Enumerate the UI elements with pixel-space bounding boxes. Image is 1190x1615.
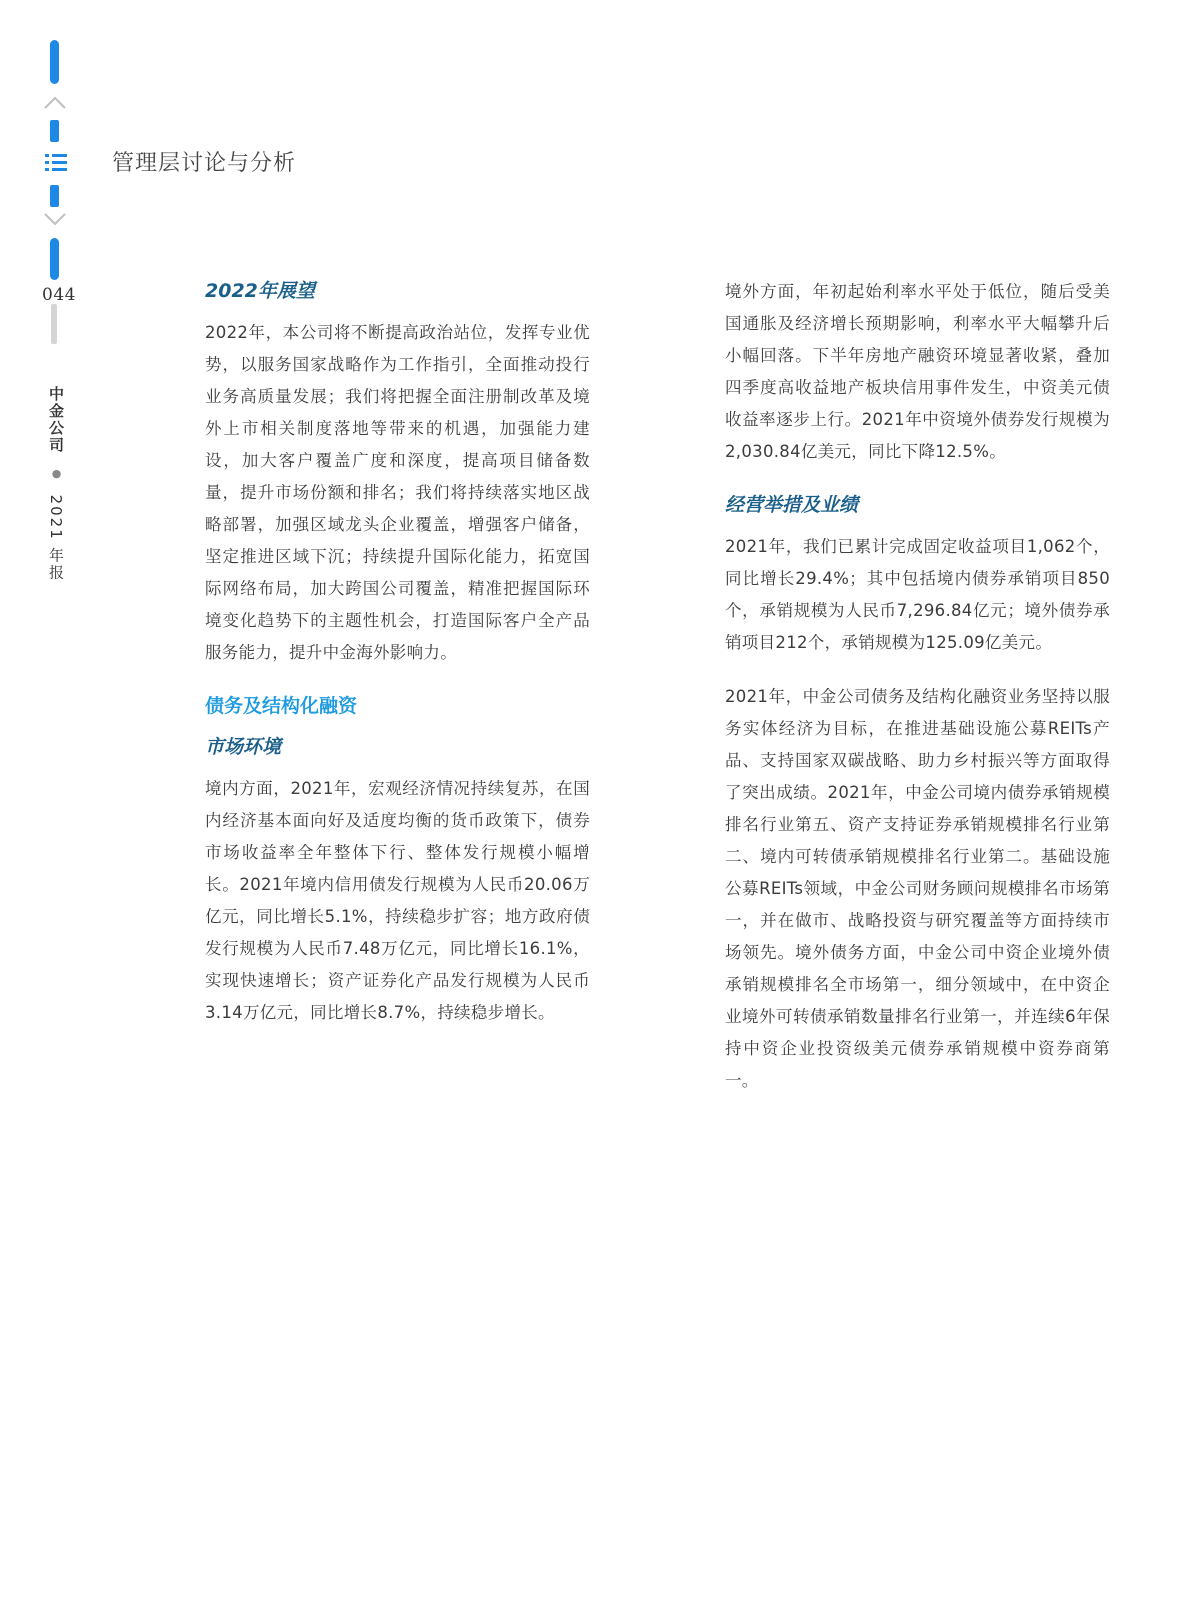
market-paragraph: 境内方面，2021年，宏观经济情况持续复苏，在国内经济基本面向好及适度均衡的货币政策下，债券市场收益率全年整体下行、整体发行规模小幅增长。2021年境内信用债发行规模为人民币20.06万亿元，同比增长5.1%，持续稳步扩容；地方政府债发行规模为人民币7.48万亿元，同比增长16.1%，实现快速增长；资产证券化产品发行规模为人民币3.14万亿元，同比增长8.7%，持续稳步增长。: [205, 779, 590, 1022]
rail-bar-gray: [51, 304, 57, 344]
operations-paragraph-2: 2021年，中金公司债务及结构化融资业务坚持以服务实体经济为目标，在推进基础设施公募REITs产品、支持国家双碳战略、助力乡村振兴等方面取得了突出成绩。2021年，中金公司境内债券承销规模排名行业第五、资产支持证券承销规模排名行业第二、境内可转债承销规模排名行业第二。基础设施公募REITs领域，中金公司财务顾问规模排名市场第一，并在做市、战略投资与研究覆盖等方面持续市场领先。境外债务方面，中金公司中资企业境外债承销规模排名全市场第一，细分领域中，在中资企业境外可转债承销数量排名行业第一，并连续6年保持中资企业投资级美元债券承销规模中资券商第一。: [725, 687, 1110, 1090]
debt-financing-heading: 债务及结构化融资: [205, 695, 358, 717]
rail-bar-top: [50, 40, 59, 84]
chevron-down-icon[interactable]: [40, 210, 70, 230]
left-column: [205, 276, 590, 1051]
outlook-heading: 2022年展望: [205, 280, 315, 302]
page-number: 044: [42, 285, 76, 305]
rail-bar-bottom: [50, 238, 59, 280]
overseas-paragraph: 境外方面，年初起始利率水平处于低位，随后受美国通胀及经济增长预期影响，利率水平大幅攀升后小幅回落。下半年房地产融资环境显著收紧，叠加四季度高收益地产板块信用事件发生，中资美元债收益率逐步上行。2021年中资境外债券发行规模为2,030.84亿美元，同比下降12.5%。: [725, 282, 1110, 461]
rail-bar-segment: [50, 120, 59, 142]
vertical-report-label: [46, 386, 67, 582]
operations-heading: 经营举措及业绩: [725, 494, 859, 516]
outlook-paragraph: 2022年，本公司将不断提高政治站位，发挥专业优势，以服务国家战略作为工作指引，全面推动投行业务高质量发展；我们将把握全面注册制改革及境外上市相关制度落地等带来的机遇，加强能力建设，加大客户覆盖广度和深度，提高项目储备数量，提升市场份额和排名；我们将持续落实地区战略部署，加强区域龙头企业覆盖，增强客户储备，坚定推进区域下沉；持续提升国际化能力，拓宽国际网络布局，加大跨国公司覆盖，精准把握国际环境变化趋势下的主题性机会，打造国际客户全产品服务能力，提升中金海外影响力。: [205, 323, 590, 662]
company-name: 中金公司: [47, 386, 65, 454]
right-column: [725, 276, 1110, 1119]
market-environment-heading: 市场环境: [205, 736, 282, 758]
chevron-up-icon[interactable]: [40, 92, 70, 112]
separator-dot: ●: [50, 466, 63, 482]
rail-bar-segment: [50, 185, 59, 207]
report-year: 2021 年报: [47, 494, 65, 582]
list-icon[interactable]: [43, 150, 69, 176]
section-title: 管理层讨论与分析: [112, 151, 297, 176]
operations-paragraph-1: 2021年，我们已累计完成固定收益项目1,062个，同比增长29.4%；其中包括境内债券承销项目850个，承销规模为人民币7,296.84亿元；境外债券承销项目212个，承销规模为125.09亿美元。: [725, 537, 1110, 652]
